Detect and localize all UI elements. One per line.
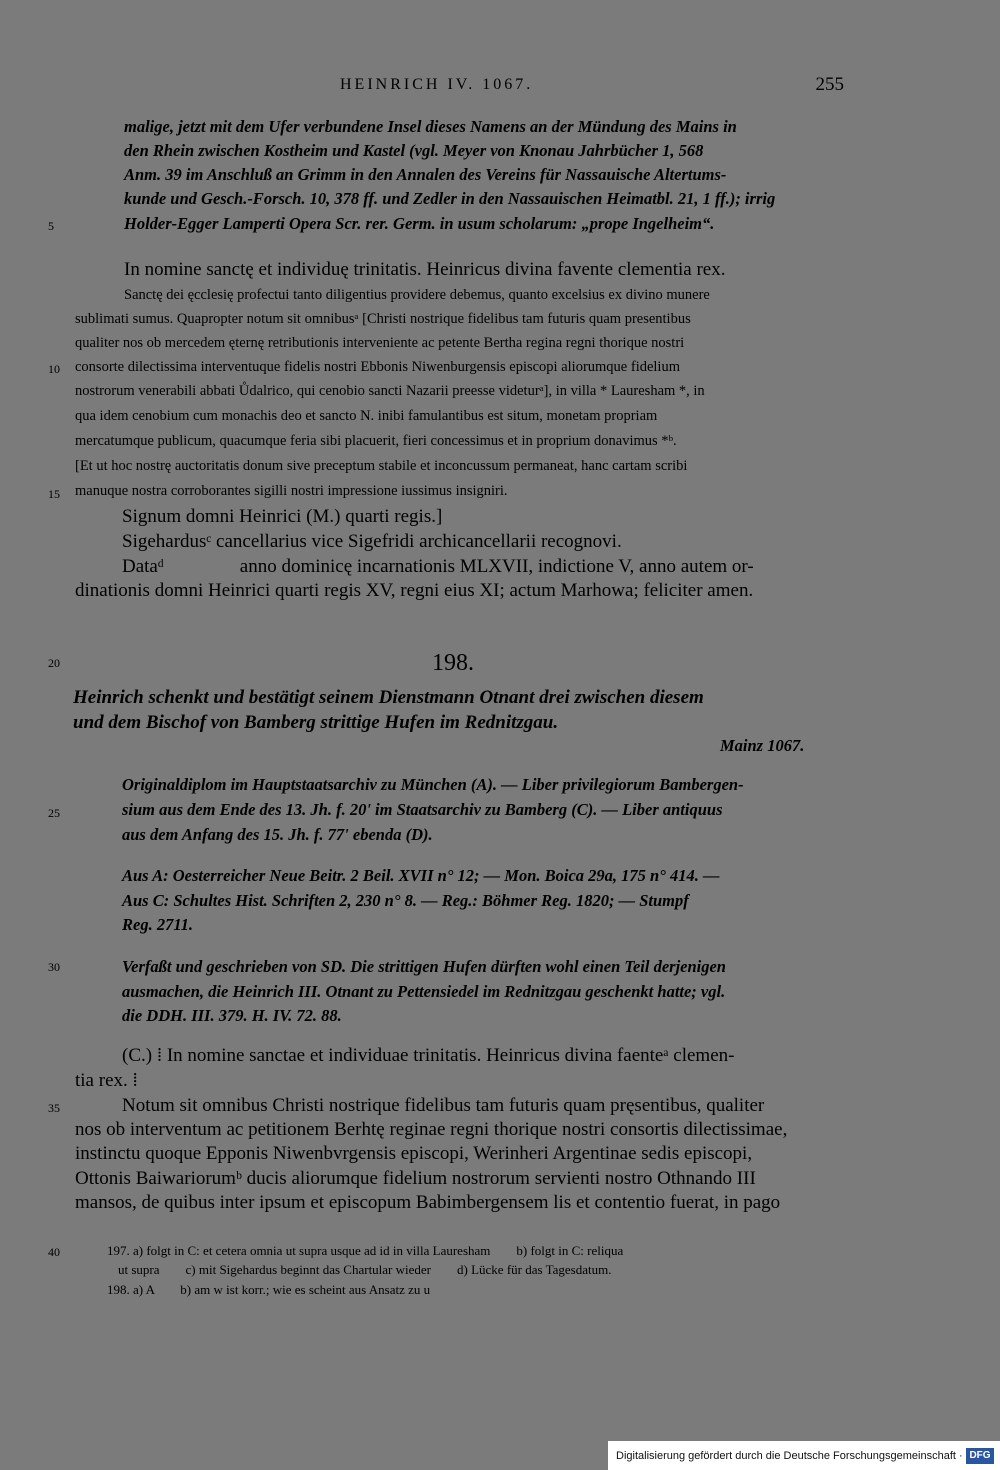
- edition-line: Reg. 2711.: [122, 915, 194, 934]
- line-number: 10: [48, 362, 60, 376]
- line-number: 25: [48, 806, 60, 820]
- running-head-title: HEINRICH IV. 1067.: [340, 76, 534, 93]
- datum-line: Dataᵈ anno dominicę incarnationis MLXVII, indictione V, anno autem or-: [122, 556, 754, 577]
- intro-note-line: kunde und Gesch.-Forsch. 10, 378 ff. und Zedler in den Nassauischen Heimatbl. 21, 1 ff.); irrig: [124, 189, 776, 208]
- text-line-197: sublimati sumus. Quapropter notum sit omnibusᵃ [Christi nostrique fidelibus tam futuris quam presentibus: [75, 311, 691, 327]
- remark-line: Verfaßt und geschrieben von SD. Die strittigen Hufen dürften wohl einen Teil derjenigen: [122, 957, 726, 976]
- page-number: 255: [815, 74, 844, 95]
- intro-note-line: Anm. 39 im Anschluß an Grimm in den Annalen des Vereins für Nassauische Altertums-: [124, 165, 727, 184]
- line-number: 30: [48, 960, 60, 974]
- text-line-197: qualiter nos ob mercedem ęternę retributionis interveniente ac petente Bertha regina regni thorique nostri: [75, 335, 685, 351]
- text-line-197: qua idem cenobium cum monachis deo et sancto N. inibi famulantibus est situm, monetam propriam: [75, 408, 658, 424]
- edition-line: Aus C: Schultes Hist. Schriften 2, 230 n° 8. — Reg.: Böhmer Reg. 1820; — Stumpf: [122, 891, 689, 910]
- text-line-198: Notum sit omnibus Christi nostrique fidelibus tam futuris quam pręsentibus, qualiter: [122, 1095, 765, 1116]
- text-line-197: [Et ut hoc nostrę auctoritatis donum sive preceptum stabile et inconcussum permaneat, hanc cartam scribi: [75, 458, 688, 474]
- line-number: 5: [48, 219, 54, 233]
- remark-line: die DDH. III. 379. H. IV. 72. 88.: [122, 1006, 342, 1025]
- text-line-197: manuque nostra corroborantes sigilli nostri impressione iussimus insigniri.: [75, 483, 508, 499]
- text-line-198: nos ob interventum ac petitionem Berhtę reginae regni thorique nostri consortis dilectissimae,: [75, 1119, 788, 1140]
- text-line-198: Ottonis Baiwariorumᵇ ducis aliorumque fidelium nostrorum servienti nostro Othnando III: [75, 1168, 756, 1189]
- text-line-197: nostrorum venerabili abbati Ůdalrico, qui cenobio sancti Nazarii preesse videturᵃ], in villa * Lauresham *, in: [75, 383, 705, 399]
- line-number: 15: [48, 487, 60, 501]
- footnote-line: ut supra c) mit Sigehardus beginnt das Chartular wieder d) Lücke für das Tagesdatum.: [118, 1262, 612, 1277]
- footnote-line: 198. a) A b) am w ist korr.; wie es scheint aus Ansatz zu u: [107, 1282, 431, 1297]
- datum-line: dinationis domni Heinrici quarti regis XV, regni eius XI; actum Marhowa; feliciter amen.: [75, 580, 754, 601]
- invocatio-197: In nomine sanctę et individuę trinitatis. Heinricus divina favente clementia rex.: [124, 259, 726, 280]
- text-line-197: Sanctę dei ęcclesię profectui tanto diligentius providere debemus, quanto excelsius ex divino munere: [124, 287, 710, 303]
- footer-text: Digitalisierung gefördert durch die Deutsche Forschungsgemeinschaft ·: [616, 1450, 963, 1462]
- text-line-197: consorte dilectissima interventuque fidelis nostri Ebbonis Niwenburgensis episcopi aliorumque fidelium: [75, 359, 680, 375]
- text-line-198: tia rex. ⁞: [75, 1070, 138, 1091]
- regest-line: Heinrich schenkt und bestätigt seinem Dienstmann Otnant drei zwischen diesem: [73, 687, 704, 708]
- intro-note-line: Holder-Egger Lamperti Opera Scr. rer. Germ. in usum scholarum: „prope Ingelheim“.: [124, 214, 715, 233]
- running-head: [340, 76, 860, 94]
- line-number: 20: [48, 656, 60, 670]
- text-line-198: instinctu quoque Epponis Niwenbvrgensis episcopi, Werinheri Argentinae sedis episcopi,: [75, 1143, 753, 1164]
- source-line: aus dem Anfang des 15. Jh. f. 77ʹ ebenda (D).: [122, 825, 433, 844]
- dfg-logo: DFG: [966, 1448, 994, 1464]
- recognitio-line: Sigehardusᶜ cancellarius vice Sigefridi archicancellarii recognovi.: [122, 531, 622, 552]
- dfg-footer: [608, 1441, 1000, 1470]
- source-line: Originaldiplom im Hauptstaatsarchiv zu München (A). — Liber privilegiorum Bambergen-: [122, 775, 744, 794]
- footnote-line: 197. a) folgt in C: et cetera omnia ut supra usque ad id in villa Lauresham b) folgt in C: reliqua: [107, 1243, 624, 1258]
- regest-line: und dem Bischof von Bamberg strittige Hufen im Rednitzgau.: [73, 712, 559, 733]
- intro-note-line: den Rhein zwischen Kostheim und Kastel (vgl. Meyer von Knonau Jahrbücher 1, 568: [124, 141, 704, 160]
- text-line-198: mansos, de quibus inter ipsum et episcopum Babimbergensem lis et contentio fuerat, in pago: [75, 1192, 781, 1213]
- text-line-198: (C.) ⁞ In nomine sanctae et individuae trinitatis. Heinricus divina faenteᵃ clemen-: [122, 1045, 735, 1066]
- signum-line: Signum domni Heinrici (M.) quarti regis.]: [122, 506, 443, 527]
- document-number: 198.: [432, 650, 474, 676]
- edition-line: Aus A: Oesterreicher Neue Beitr. 2 Beil. XVII n° 12; — Mon. Boica 29a, 175 n° 414. —: [122, 866, 720, 885]
- line-number: 35: [48, 1101, 60, 1115]
- source-line: sium aus dem Ende des 13. Jh. f. 20ʹ im Staatsarchiv zu Bamberg (C). — Liber antiquus: [122, 800, 723, 819]
- text-line-197: mercatumque publicum, quacumque feria sibi placuerit, fieri concessimus et in proprium donavimus *ᵇ.: [75, 433, 677, 449]
- place-date: Mainz 1067.: [720, 736, 805, 755]
- intro-note-line: malige, jetzt mit dem Ufer verbundene Insel dieses Namens an der Mündung des Mains in: [124, 117, 737, 136]
- remark-line: ausmachen, die Heinrich III. Otnant zu Pettensiedel im Rednitzgau geschenkt hatte; vgl.: [122, 982, 726, 1001]
- line-number: 40: [48, 1245, 60, 1259]
